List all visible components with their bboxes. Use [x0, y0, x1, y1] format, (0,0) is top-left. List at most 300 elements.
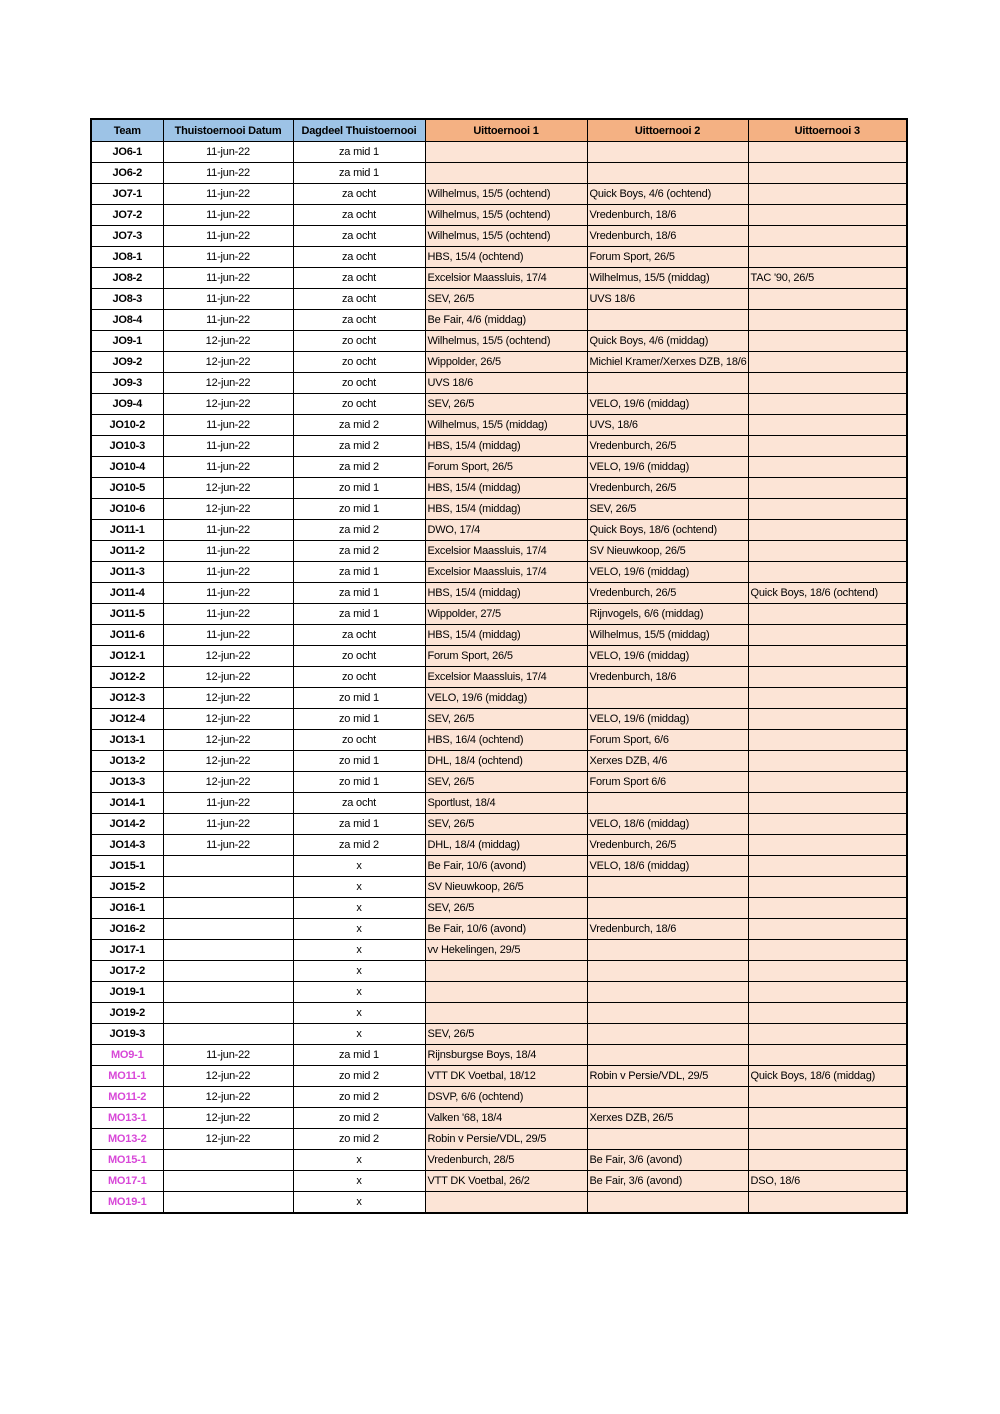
table-row [91, 751, 907, 772]
team-cell: JO17-2 [91, 961, 163, 982]
away-1-cell: SEV, 26/5 [425, 898, 587, 919]
home-daypart-cell: za mid 1 [293, 583, 425, 604]
away-1-cell: SEV, 26/5 [425, 394, 587, 415]
away-2-cell [587, 793, 748, 814]
away-2-cell: Vredenburch, 26/5 [587, 436, 748, 457]
away-2-cell: Vredenburch, 26/5 [587, 835, 748, 856]
table-row [91, 835, 907, 856]
table-row [91, 331, 907, 352]
table-row [91, 268, 907, 289]
home-date-cell [163, 898, 293, 919]
away-1-cell: DHL, 18/4 (ochtend) [425, 751, 587, 772]
home-date-cell [163, 877, 293, 898]
team-cell: JO11-2 [91, 541, 163, 562]
header-home-daypart: Dagdeel Thuistoernooi [293, 119, 425, 142]
home-daypart-cell: x [293, 1003, 425, 1024]
home-daypart-cell: x [293, 982, 425, 1003]
away-3-cell [748, 814, 907, 835]
home-daypart-cell: zo ocht [293, 667, 425, 688]
away-3-cell [748, 310, 907, 331]
team-cell: JO12-1 [91, 646, 163, 667]
team-cell: JO6-2 [91, 163, 163, 184]
away-3-cell [748, 415, 907, 436]
home-date-cell [163, 940, 293, 961]
away-1-cell: VTT DK Voetbal, 18/12 [425, 1066, 587, 1087]
team-cell: JO11-3 [91, 562, 163, 583]
away-3-cell [748, 961, 907, 982]
home-daypart-cell: za mid 1 [293, 142, 425, 163]
away-2-cell [587, 373, 748, 394]
home-date-cell: 11-jun-22 [163, 625, 293, 646]
away-1-cell: Wilhelmus, 15/5 (middag) [425, 415, 587, 436]
away-1-cell: Forum Sport, 26/5 [425, 457, 587, 478]
home-daypart-cell: za ocht [293, 310, 425, 331]
home-date-cell: 11-jun-22 [163, 142, 293, 163]
home-date-cell: 12-jun-22 [163, 1108, 293, 1129]
team-cell: JO11-1 [91, 520, 163, 541]
away-3-cell [748, 772, 907, 793]
away-2-cell: Forum Sport 6/6 [587, 772, 748, 793]
home-date-cell: 12-jun-22 [163, 772, 293, 793]
away-3-cell [748, 163, 907, 184]
away-1-cell: HBS, 16/4 (ochtend) [425, 730, 587, 751]
home-date-cell: 11-jun-22 [163, 205, 293, 226]
home-daypart-cell: za mid 1 [293, 163, 425, 184]
away-1-cell [425, 1192, 587, 1214]
away-3-cell: DSO, 18/6 [748, 1171, 907, 1192]
team-cell: JO16-2 [91, 919, 163, 940]
away-1-cell: vv Hekelingen, 29/5 [425, 940, 587, 961]
away-3-cell [748, 373, 907, 394]
away-2-cell [587, 982, 748, 1003]
away-3-cell [748, 877, 907, 898]
away-3-cell [748, 352, 907, 373]
home-daypart-cell: x [293, 1150, 425, 1171]
home-daypart-cell: zo mid 2 [293, 1129, 425, 1150]
away-1-cell: HBS, 15/4 (middag) [425, 499, 587, 520]
away-2-cell: VELO, 19/6 (middag) [587, 646, 748, 667]
home-daypart-cell: x [293, 1171, 425, 1192]
away-3-cell [748, 667, 907, 688]
away-3-cell [748, 751, 907, 772]
team-cell: JO12-2 [91, 667, 163, 688]
team-cell: JO10-5 [91, 478, 163, 499]
away-2-cell: Vredenburch, 26/5 [587, 478, 748, 499]
away-1-cell: Wilhelmus, 15/5 (ochtend) [425, 226, 587, 247]
home-date-cell: 12-jun-22 [163, 688, 293, 709]
away-1-cell: Wilhelmus, 15/5 (ochtend) [425, 184, 587, 205]
header-row [91, 119, 907, 142]
away-2-cell [587, 1087, 748, 1108]
table-row [91, 163, 907, 184]
away-2-cell: Michiel Kramer/Xerxes DZB, 18/6 [587, 352, 748, 373]
home-date-cell: 11-jun-22 [163, 184, 293, 205]
home-daypart-cell: zo mid 1 [293, 772, 425, 793]
home-date-cell: 11-jun-22 [163, 163, 293, 184]
team-cell: JO9-4 [91, 394, 163, 415]
table-row [91, 394, 907, 415]
away-1-cell [425, 163, 587, 184]
table-row [91, 961, 907, 982]
away-1-cell: DWO, 17/4 [425, 520, 587, 541]
table-row [91, 289, 907, 310]
away-3-cell [748, 604, 907, 625]
team-cell: JO12-3 [91, 688, 163, 709]
table-row [91, 667, 907, 688]
away-1-cell: SEV, 26/5 [425, 709, 587, 730]
away-2-cell [587, 163, 748, 184]
away-3-cell [748, 184, 907, 205]
team-cell: JO17-1 [91, 940, 163, 961]
away-2-cell: Be Fair, 3/6 (avond) [587, 1150, 748, 1171]
header-home-date: Thuistoernooi Datum [163, 119, 293, 142]
home-date-cell: 11-jun-22 [163, 562, 293, 583]
table-row [91, 1192, 907, 1214]
away-1-cell: Excelsior Maassluis, 17/4 [425, 268, 587, 289]
away-1-cell: SEV, 26/5 [425, 772, 587, 793]
team-cell: JO10-3 [91, 436, 163, 457]
home-date-cell: 11-jun-22 [163, 415, 293, 436]
home-daypart-cell: za ocht [293, 625, 425, 646]
away-2-cell: Rijnvogels, 6/6 (middag) [587, 604, 748, 625]
away-3-cell [748, 856, 907, 877]
team-cell: JO9-1 [91, 331, 163, 352]
table-row [91, 226, 907, 247]
table-row [91, 415, 907, 436]
away-3-cell [748, 331, 907, 352]
team-cell: MO13-1 [91, 1108, 163, 1129]
home-date-cell [163, 856, 293, 877]
away-1-cell [425, 961, 587, 982]
home-daypart-cell: za mid 2 [293, 520, 425, 541]
away-1-cell: Vredenburch, 28/5 [425, 1150, 587, 1171]
away-3-cell: TAC '90, 26/5 [748, 268, 907, 289]
home-date-cell [163, 1171, 293, 1192]
away-2-cell: Robin v Persie/VDL, 29/5 [587, 1066, 748, 1087]
team-cell: JO11-6 [91, 625, 163, 646]
table-row [91, 562, 907, 583]
away-2-cell [587, 688, 748, 709]
away-2-cell: VELO, 19/6 (middag) [587, 709, 748, 730]
team-cell: JO8-3 [91, 289, 163, 310]
away-1-cell [425, 982, 587, 1003]
away-1-cell: SEV, 26/5 [425, 1024, 587, 1045]
away-2-cell [587, 898, 748, 919]
table-row [91, 436, 907, 457]
away-2-cell: Forum Sport, 6/6 [587, 730, 748, 751]
table-row [91, 1171, 907, 1192]
away-3-cell [748, 982, 907, 1003]
table-row [91, 520, 907, 541]
away-3-cell [748, 562, 907, 583]
team-cell: JO7-1 [91, 184, 163, 205]
away-2-cell: Vredenburch, 18/6 [587, 205, 748, 226]
table-row [91, 478, 907, 499]
table-row [91, 457, 907, 478]
home-daypart-cell: x [293, 898, 425, 919]
home-date-cell: 12-jun-22 [163, 751, 293, 772]
team-cell: JO11-4 [91, 583, 163, 604]
table-row [91, 646, 907, 667]
home-daypart-cell: zo ocht [293, 373, 425, 394]
table-header [91, 119, 907, 142]
team-cell: JO8-1 [91, 247, 163, 268]
team-cell: JO7-2 [91, 205, 163, 226]
table-row [91, 898, 907, 919]
away-1-cell: Be Fair, 10/6 (avond) [425, 856, 587, 877]
away-1-cell: Rijnsburgse Boys, 18/4 [425, 1045, 587, 1066]
team-cell: JO14-3 [91, 835, 163, 856]
away-3-cell [748, 499, 907, 520]
away-3-cell [748, 793, 907, 814]
table-row [91, 940, 907, 961]
tournament-table [90, 118, 908, 1214]
away-3-cell: Quick Boys, 18/6 (ochtend) [748, 583, 907, 604]
away-2-cell: Xerxes DZB, 26/5 [587, 1108, 748, 1129]
header-away-1: Uittoernooi 1 [425, 119, 587, 142]
away-2-cell [587, 877, 748, 898]
home-date-cell [163, 961, 293, 982]
header-away-2: Uittoernooi 2 [587, 119, 748, 142]
home-date-cell: 12-jun-22 [163, 394, 293, 415]
home-date-cell [163, 1003, 293, 1024]
home-date-cell [163, 1192, 293, 1214]
away-2-cell [587, 1045, 748, 1066]
away-3-cell [748, 1045, 907, 1066]
away-1-cell: UVS 18/6 [425, 373, 587, 394]
home-daypart-cell: zo ocht [293, 394, 425, 415]
team-cell: JO10-2 [91, 415, 163, 436]
away-1-cell: Sportlust, 18/4 [425, 793, 587, 814]
home-daypart-cell: za mid 2 [293, 541, 425, 562]
team-cell: MO11-1 [91, 1066, 163, 1087]
table-row [91, 709, 907, 730]
team-cell: JO13-3 [91, 772, 163, 793]
away-2-cell: Vredenburch, 18/6 [587, 919, 748, 940]
table-row [91, 982, 907, 1003]
home-daypart-cell: x [293, 961, 425, 982]
home-date-cell: 11-jun-22 [163, 793, 293, 814]
away-1-cell: Forum Sport, 26/5 [425, 646, 587, 667]
home-daypart-cell: zo ocht [293, 352, 425, 373]
home-daypart-cell: zo ocht [293, 646, 425, 667]
home-date-cell: 12-jun-22 [163, 730, 293, 751]
team-cell: MO15-1 [91, 1150, 163, 1171]
away-2-cell: Quick Boys, 4/6 (middag) [587, 331, 748, 352]
team-cell: JO13-2 [91, 751, 163, 772]
team-cell: MO19-1 [91, 1192, 163, 1214]
home-date-cell: 11-jun-22 [163, 814, 293, 835]
home-daypart-cell: za mid 2 [293, 835, 425, 856]
home-daypart-cell: zo mid 2 [293, 1108, 425, 1129]
away-3-cell [748, 688, 907, 709]
team-cell: JO14-2 [91, 814, 163, 835]
home-date-cell [163, 1150, 293, 1171]
away-1-cell: SEV, 26/5 [425, 814, 587, 835]
away-2-cell [587, 1003, 748, 1024]
table-row [91, 772, 907, 793]
away-3-cell [748, 898, 907, 919]
away-3-cell [748, 730, 907, 751]
home-daypart-cell: zo mid 2 [293, 1087, 425, 1108]
away-3-cell [748, 1003, 907, 1024]
away-1-cell: HBS, 15/4 (middag) [425, 583, 587, 604]
home-date-cell [163, 1024, 293, 1045]
team-cell: JO15-2 [91, 877, 163, 898]
home-date-cell: 11-jun-22 [163, 1045, 293, 1066]
home-date-cell: 11-jun-22 [163, 436, 293, 457]
table-row [91, 688, 907, 709]
home-daypart-cell: zo mid 1 [293, 478, 425, 499]
table-row [91, 793, 907, 814]
away-1-cell: Wilhelmus, 15/5 (ochtend) [425, 205, 587, 226]
home-daypart-cell: zo mid 1 [293, 709, 425, 730]
home-daypart-cell: za mid 1 [293, 1045, 425, 1066]
home-date-cell: 11-jun-22 [163, 226, 293, 247]
home-daypart-cell: za ocht [293, 793, 425, 814]
home-daypart-cell: za ocht [293, 289, 425, 310]
table-row [91, 583, 907, 604]
away-2-cell [587, 940, 748, 961]
table-row [91, 1150, 907, 1171]
home-daypart-cell: za ocht [293, 268, 425, 289]
home-date-cell: 12-jun-22 [163, 667, 293, 688]
away-2-cell: SV Nieuwkoop, 26/5 [587, 541, 748, 562]
home-date-cell: 11-jun-22 [163, 247, 293, 268]
home-date-cell: 11-jun-22 [163, 835, 293, 856]
home-daypart-cell: za mid 1 [293, 562, 425, 583]
home-daypart-cell: za mid 1 [293, 814, 425, 835]
away-1-cell: VTT DK Voetbal, 26/2 [425, 1171, 587, 1192]
away-1-cell: Be Fair, 10/6 (avond) [425, 919, 587, 940]
home-date-cell: 12-jun-22 [163, 646, 293, 667]
away-1-cell: SEV, 26/5 [425, 289, 587, 310]
away-2-cell [587, 1129, 748, 1150]
away-1-cell: DSVP, 6/6 (ochtend) [425, 1087, 587, 1108]
away-2-cell: VELO, 18/6 (middag) [587, 856, 748, 877]
home-date-cell: 12-jun-22 [163, 478, 293, 499]
away-2-cell: Quick Boys, 4/6 (ochtend) [587, 184, 748, 205]
away-3-cell [748, 142, 907, 163]
team-cell: JO7-3 [91, 226, 163, 247]
table-row [91, 730, 907, 751]
away-1-cell: SV Nieuwkoop, 26/5 [425, 877, 587, 898]
table-row [91, 205, 907, 226]
away-3-cell [748, 709, 907, 730]
home-daypart-cell: zo mid 1 [293, 688, 425, 709]
home-daypart-cell: x [293, 940, 425, 961]
table-row [91, 310, 907, 331]
home-daypart-cell: za ocht [293, 226, 425, 247]
home-daypart-cell: za mid 1 [293, 604, 425, 625]
table-row [91, 1087, 907, 1108]
home-date-cell: 11-jun-22 [163, 268, 293, 289]
home-date-cell: 11-jun-22 [163, 520, 293, 541]
away-2-cell [587, 310, 748, 331]
table-row [91, 184, 907, 205]
away-2-cell: Be Fair, 3/6 (avond) [587, 1171, 748, 1192]
table-row [91, 1045, 907, 1066]
home-date-cell: 12-jun-22 [163, 499, 293, 520]
team-cell: JO19-1 [91, 982, 163, 1003]
away-3-cell [748, 835, 907, 856]
away-2-cell: Quick Boys, 18/6 (ochtend) [587, 520, 748, 541]
away-1-cell: Excelsior Maassluis, 17/4 [425, 667, 587, 688]
home-date-cell: 12-jun-22 [163, 352, 293, 373]
away-1-cell: Excelsior Maassluis, 17/4 [425, 562, 587, 583]
away-2-cell: VELO, 19/6 (middag) [587, 562, 748, 583]
home-daypart-cell: x [293, 1192, 425, 1214]
away-3-cell [748, 1108, 907, 1129]
home-daypart-cell: za mid 2 [293, 436, 425, 457]
away-2-cell [587, 1192, 748, 1214]
table-row [91, 1108, 907, 1129]
team-cell: JO6-1 [91, 142, 163, 163]
away-1-cell: HBS, 15/4 (middag) [425, 436, 587, 457]
team-cell: MO13-2 [91, 1129, 163, 1150]
table-row [91, 1129, 907, 1150]
away-2-cell [587, 1024, 748, 1045]
home-daypart-cell: zo mid 1 [293, 499, 425, 520]
table-body [91, 142, 907, 1214]
team-cell: JO10-4 [91, 457, 163, 478]
home-daypart-cell: zo ocht [293, 730, 425, 751]
away-3-cell [748, 1150, 907, 1171]
home-date-cell: 11-jun-22 [163, 457, 293, 478]
header-team: Team [91, 119, 163, 142]
away-1-cell: HBS, 15/4 (middag) [425, 478, 587, 499]
team-cell: JO13-1 [91, 730, 163, 751]
home-daypart-cell: x [293, 856, 425, 877]
table-row [91, 856, 907, 877]
team-cell: JO19-3 [91, 1024, 163, 1045]
away-3-cell [748, 205, 907, 226]
team-cell: JO14-1 [91, 793, 163, 814]
home-daypart-cell: za ocht [293, 247, 425, 268]
away-2-cell: Vredenburch, 26/5 [587, 583, 748, 604]
away-1-cell: Wippolder, 27/5 [425, 604, 587, 625]
home-date-cell: 11-jun-22 [163, 289, 293, 310]
team-cell: JO9-2 [91, 352, 163, 373]
home-daypart-cell: zo mid 1 [293, 751, 425, 772]
away-1-cell: DHL, 18/4 (middag) [425, 835, 587, 856]
away-2-cell: Forum Sport, 26/5 [587, 247, 748, 268]
away-2-cell [587, 142, 748, 163]
away-3-cell [748, 1024, 907, 1045]
home-date-cell: 11-jun-22 [163, 541, 293, 562]
home-daypart-cell: x [293, 877, 425, 898]
team-cell: MO17-1 [91, 1171, 163, 1192]
home-date-cell: 12-jun-22 [163, 373, 293, 394]
away-3-cell [748, 940, 907, 961]
away-2-cell: Vredenburch, 18/6 [587, 226, 748, 247]
table-row [91, 604, 907, 625]
table-row [91, 1066, 907, 1087]
away-2-cell: Vredenburch, 18/6 [587, 667, 748, 688]
team-cell: JO19-2 [91, 1003, 163, 1024]
table-row [91, 352, 907, 373]
table-row [91, 142, 907, 163]
table-row [91, 625, 907, 646]
away-1-cell [425, 142, 587, 163]
away-2-cell: Xerxes DZB, 4/6 [587, 751, 748, 772]
away-1-cell: Be Fair, 4/6 (middag) [425, 310, 587, 331]
away-3-cell [748, 289, 907, 310]
home-daypart-cell: za ocht [293, 205, 425, 226]
home-date-cell: 11-jun-22 [163, 583, 293, 604]
home-daypart-cell: x [293, 1024, 425, 1045]
home-date-cell: 11-jun-22 [163, 604, 293, 625]
